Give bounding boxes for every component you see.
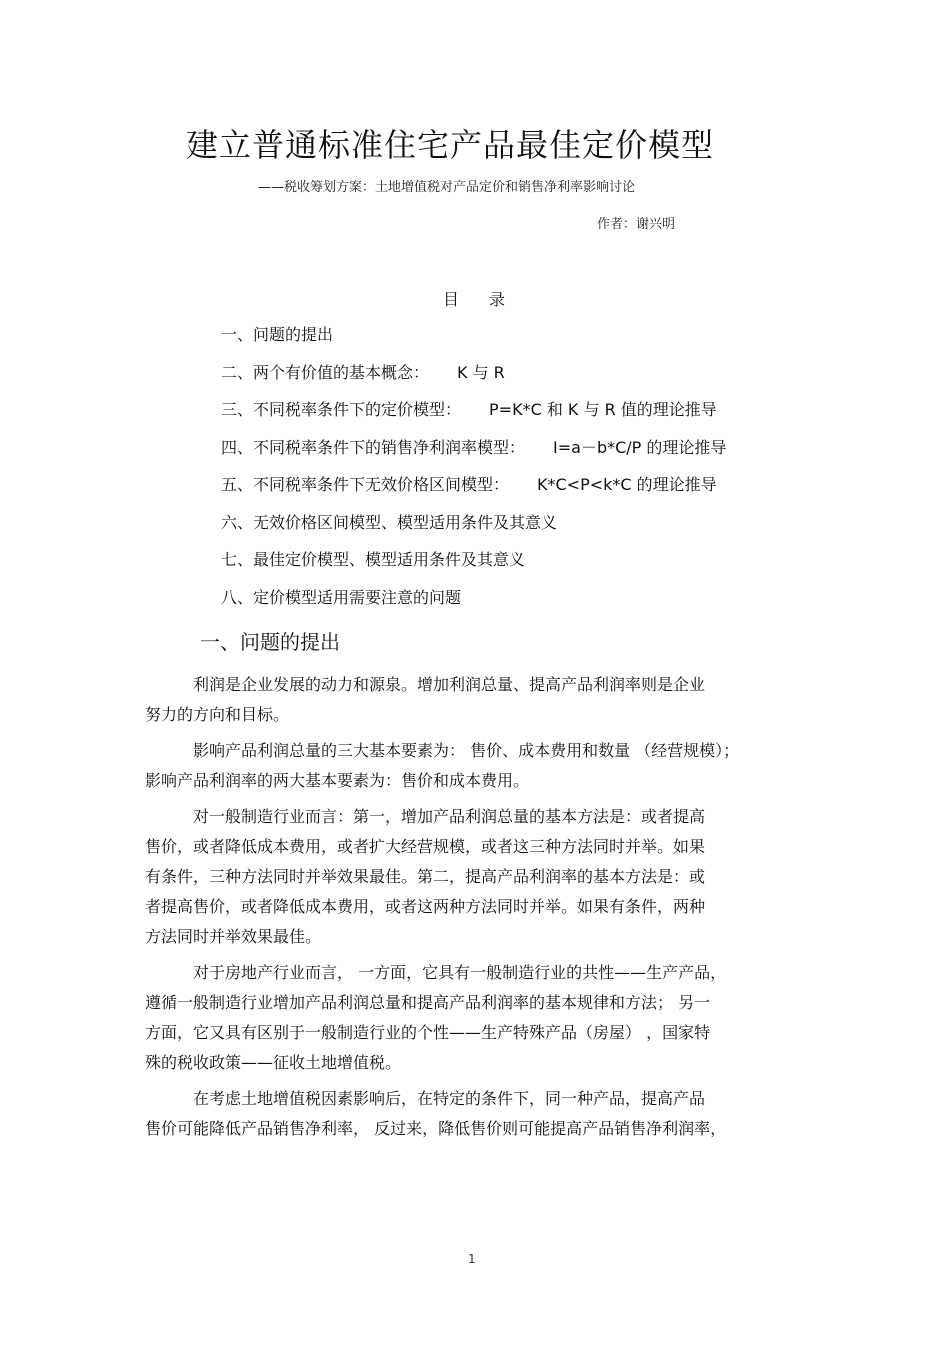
toc-item-formula: K*C<P<k*C 的理论推导 [537,475,717,494]
toc-item-formula: K 与 R [457,362,505,382]
paragraph [145,958,810,1078]
text-line: 售价可能降低产品销售净利率， 反过来，降低售价则可能提高产品销售净利润率， [145,1119,727,1138]
toc-item-label: 六、无效价格区间模型、模型适用条件及其意义 [221,512,558,532]
text-line: 在考虑土地增值税因素影响后，在特定的条件下，同一种产品，提高产品 [193,1089,706,1108]
toc-item-label: 四、不同税率条件下的销售净利润率模型： [221,437,526,457]
text-line: 影响产品利润总量的三大基本要素为： 售价、成本费用和数量 （经营规模）； [193,741,740,760]
toc-item[interactable] [221,585,726,623]
toc-item-formula: P=K*C 和 K 与 R 值的理论推导 [489,400,717,419]
text-line: 者提高售价，或者降低成本费用，或者这两种方法同时并举。如果有条件，两种 [145,897,706,916]
text-line: 售价，或者降低成本费用，或者扩大经营规模，或者这三种方法同时并举。如果 [145,837,706,856]
toc-item[interactable] [221,322,726,360]
toc-item-label: 七、最佳定价模型、模型适用条件及其意义 [221,550,526,569]
section-heading: 一、问题的提出 [200,630,340,654]
text-line: 努力的方向和目标。 [145,705,290,724]
toc-item-label: 一、问题的提出 [221,325,334,344]
text-line: 殊的税收政策——征收土地增值税。 [145,1053,402,1072]
paragraph [145,736,810,796]
toc-item[interactable] [221,547,726,585]
paragraph [145,802,810,952]
toc-heading [443,287,505,310]
toc-item[interactable] [221,360,726,398]
document-author: 作者：谢兴明 [597,217,676,232]
toc-item[interactable] [221,472,726,510]
text-line: 方面，它又具有区别于一般制造行业的个性——生产特殊产品（房屋） ，国家特 [145,1023,711,1042]
toc-item-label: 八、定价模型适用需要注意的问题 [221,587,462,607]
text-line: 影响产品利润率的两大基本要素为：售价和成本费用。 [145,771,530,790]
toc-heading-char-2: 录 [489,290,506,309]
text-line: 利润是企业发展的动力和源泉。增加利润总量、提高产品利润率则是企业 [193,675,706,694]
toc-item-label: 三、不同税率条件下的定价模型： [221,400,462,419]
toc-item-formula: I=a－b*C/P 的理论推导 [553,437,727,457]
text-line: 方法同时并举效果最佳。 [145,927,322,946]
paragraph [145,670,810,730]
toc-item-label: 二、两个有价值的基本概念： [221,362,430,382]
section-body [145,670,810,1144]
toc-item-label: 五、不同税率条件下无效价格区间模型： [221,475,510,494]
toc-item[interactable] [221,397,726,435]
text-line: 对于房地产行业而言， 一方面，它具有一般制造行业的共性——生产产品， [193,963,727,982]
toc-item[interactable] [221,510,726,548]
text-line: 遵循一般制造行业增加产品利润总量和提高产品利润率的基本规律和方法； 另一 [145,993,711,1012]
toc-heading-char-1: 目 [443,290,460,309]
text-line: 有条件，三种方法同时并举效果最佳。第二，提高产品利润率的基本方法是：或 [145,867,706,886]
toc-item[interactable] [221,435,726,473]
table-of-contents [221,322,726,622]
text-line: 对一般制造行业而言：第一，增加产品利润总量的基本方法是：或者提高 [193,807,706,826]
document-title: 建立普通标准住宅产品最佳定价模型 [185,126,714,164]
document-subtitle: ——税收筹划方案：土地增值税对产品定价和销售净利率影响讨论 [258,180,636,195]
page-number: 1 [468,1252,476,1266]
paragraph [145,1084,810,1144]
